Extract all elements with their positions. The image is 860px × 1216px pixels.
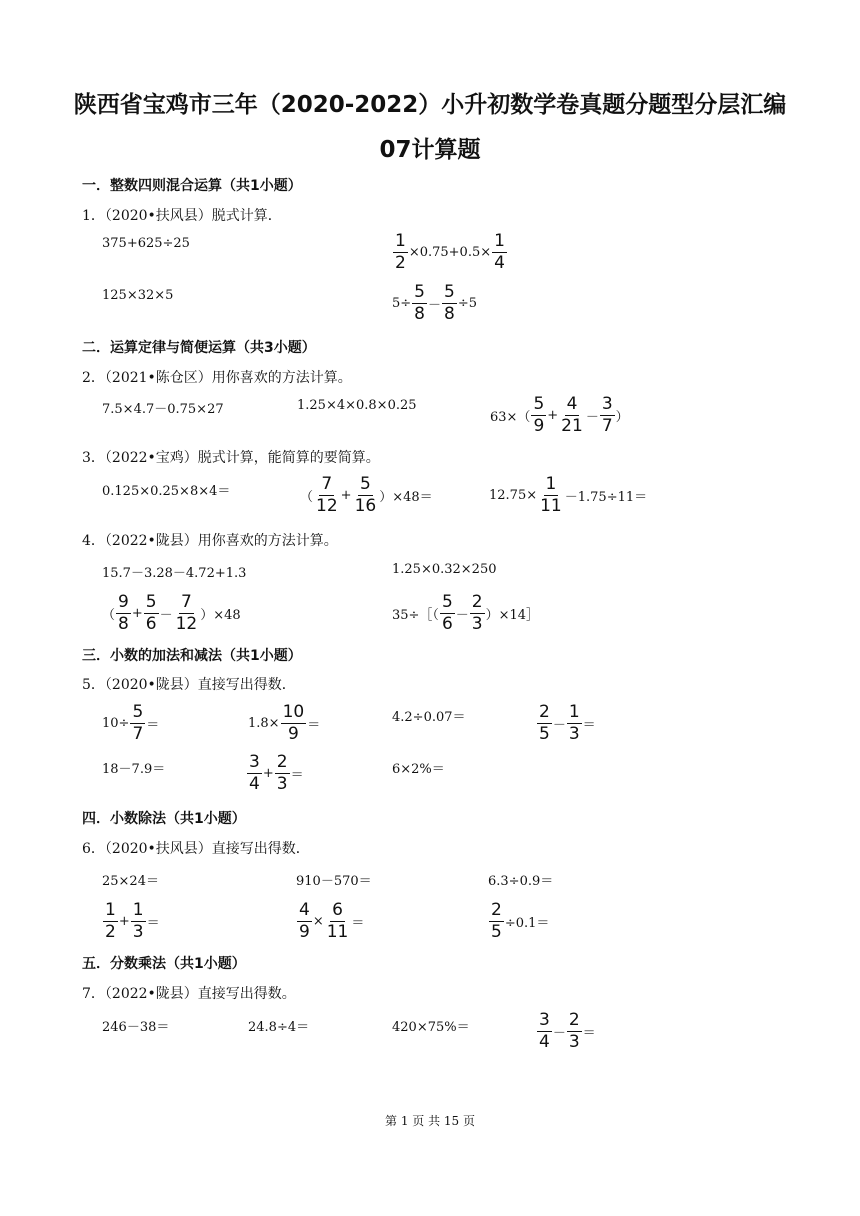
fraction: $\frac{10}{9}$: [282, 702, 305, 744]
q7-expr-b: 24.8÷4＝: [248, 1020, 310, 1035]
q7-expr-d: 3 4 － 2 3 ＝: [539, 1010, 596, 1052]
fraction: 3 4: [539, 1010, 550, 1052]
page-title: 陕西省宝鸡市三年（2020-2022）小升初数学卷真题分题型分层汇编: [73, 92, 787, 118]
q5-expr-d: 2 5 － 1 3 ＝: [539, 702, 596, 744]
q4-expr-a: 15.7－3.28－4.72+1.3: [102, 566, 247, 581]
fraction: 1 2: [105, 900, 116, 942]
q6-expr-a: 25×24＝: [102, 874, 159, 889]
q6-expr-b: 910－570＝: [296, 874, 372, 889]
fraction: 5 9: [533, 394, 545, 436]
q5-expr-f: 3 4 + $\frac{2}{3}$ ＝: [249, 752, 304, 794]
question-4: 4．（2022•陇县）用你喜欢的方法计算。: [82, 533, 338, 549]
question-1: 1．（2020•扶风县）脱式计算．: [82, 208, 282, 224]
q6-expr-c: 6.3÷0.9＝: [488, 874, 554, 889]
fraction: $\frac{4}{9}$: [299, 900, 310, 942]
page-number: 第 1 页 共 15 页: [385, 1114, 475, 1128]
fraction: $\frac{2}{3}$: [276, 752, 288, 794]
section-heading-2: 二．运算定律与简便运算（共3小题）: [82, 340, 316, 356]
section-heading-1: 一．整数四则混合运算（共1小题）: [82, 178, 302, 194]
q5-expr-a: 10÷ $\frac{5}{7}$ ＝: [102, 702, 160, 744]
q6-expr-f: $\frac{2}{5}$ ÷0.1＝: [491, 900, 550, 942]
question-3: 3．（2022•宝鸡）脱式计算，能简算的要简算。: [82, 450, 380, 466]
fraction: 3 7: [601, 394, 613, 436]
q5-expr-e: 18－7.9＝: [102, 762, 166, 777]
fraction: 2 3: [471, 592, 483, 634]
page-subtitle: 07计算题: [379, 137, 481, 163]
fraction: $\frac{4}{21}$: [561, 394, 583, 436]
fraction: 7 12: [316, 474, 338, 516]
q6-expr-e: $\frac{4}{9}$ × $\frac{6}{11}$ ＝: [299, 900, 365, 942]
question-6: 6．（2020•扶风县）直接写出得数．: [82, 841, 310, 857]
fraction: 2 5: [539, 702, 550, 744]
fraction: $\frac{1}{4}$: [494, 231, 505, 273]
fraction: 7 12: [175, 592, 198, 634]
q4-expr-c: （ 9 8 + $\frac{5}{6}$ － 7 12 ）×48: [102, 592, 241, 634]
question-7: 7．（2022•陇县）直接写出得数。: [82, 986, 296, 1002]
fraction: 2 3: [568, 1010, 580, 1052]
fraction: $\frac{1}{3}$: [132, 900, 144, 942]
q5-expr-c: 4.2÷0.07＝: [392, 710, 466, 725]
question-5: 5．（2020•陇县）直接写出得数．: [82, 677, 296, 693]
fraction: 3 4: [249, 752, 260, 794]
q3-expr-b: （ 7 12 + $\frac{5}{16}$ ）×48＝: [300, 474, 433, 516]
section-heading-4: 四．小数除法（共1小题）: [82, 811, 246, 827]
section-heading-5: 五．分数乘法（共1小题）: [82, 956, 246, 972]
fraction: $\frac{1}{2}$: [395, 231, 406, 273]
fraction: $\frac{1}{11}$: [540, 474, 562, 516]
q1-expr-d: 5÷ $\frac{5}{8}$ － $\frac{5}{8}$ ÷5: [392, 282, 478, 324]
fraction: 1 3: [568, 702, 580, 744]
q2-expr-b: 1.25×4×0.8×0.25: [297, 398, 417, 413]
question-2: 2．（2021•陈仓区）用你喜欢的方法计算。: [82, 370, 352, 386]
fraction: $\frac{6}{11}$: [326, 900, 349, 942]
fraction: $\frac{5}{8}$: [444, 282, 455, 324]
q5-expr-b: 1.8× $\frac{10}{9}$ ＝: [248, 702, 321, 744]
q4-expr-b: 1.25×0.32×250: [392, 562, 497, 577]
q1-expr-c: 125×32×5: [102, 288, 174, 303]
q5-expr-g: 6×2%＝: [392, 762, 445, 777]
fraction: $\frac{5}{16}$: [354, 474, 377, 516]
q3-expr-c: 12.75× $\frac{1}{11}$ －1.75÷11＝: [489, 474, 648, 516]
fraction: $\frac{5}{6}$: [145, 592, 157, 634]
q6-expr-d: 1 2 + $\frac{1}{3}$ ＝: [105, 900, 160, 942]
q7-expr-c: 420×75%＝: [392, 1020, 470, 1035]
q1-expr-a: 375+625÷25: [102, 236, 190, 251]
q4-expr-d: 35÷［（ 5 6 － 2 3 ）×14］: [392, 592, 540, 634]
fraction: $\frac{5}{7}$: [132, 702, 144, 744]
q1-expr-b: $\frac{1}{2}$ ×0.75+0.5× $\frac{1}{4}$: [395, 231, 505, 273]
fraction: $\frac{5}{8}$: [414, 282, 425, 324]
q2-expr-c: 63×（ 5 9 + $\frac{4}{21}$ － 3 7 ）: [490, 394, 629, 436]
fraction: $\frac{2}{5}$: [491, 900, 502, 942]
q2-expr-a: 7.5×4.7－0.75×27: [102, 402, 224, 417]
q3-expr-a: 0.125×0.25×8×4＝: [102, 484, 231, 499]
fraction: 5 6: [441, 592, 453, 634]
fraction: 9 8: [118, 592, 129, 634]
q7-expr-a: 246－38＝: [102, 1020, 170, 1035]
section-heading-3: 三．小数的加法和减法（共1小题）: [82, 648, 302, 664]
